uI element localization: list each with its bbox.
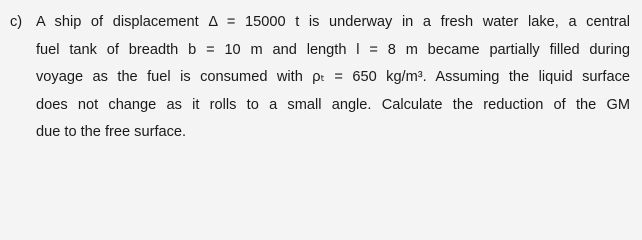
question-line-2: fuel tank of breadth b = 10 m and length l = 8 m became partially filled during — [36, 41, 630, 58]
question-text — [36, 9, 630, 147]
question-line-1: A ship of displacement Δ = 15000 t is underway in a fresh water lake, a central — [36, 14, 630, 30]
question-line-3: voyage as the fuel is consumed with ρₜ = 650 kg/m³. Assuming the liquid surface — [36, 69, 630, 86]
question-label: c) — [10, 14, 23, 30]
question-line-4: does not change as it rolls to a small angle. Calculate the reduction of the GM — [36, 96, 630, 113]
question-block — [10, 9, 630, 147]
question-line-5: due to the free surface. — [36, 124, 187, 141]
